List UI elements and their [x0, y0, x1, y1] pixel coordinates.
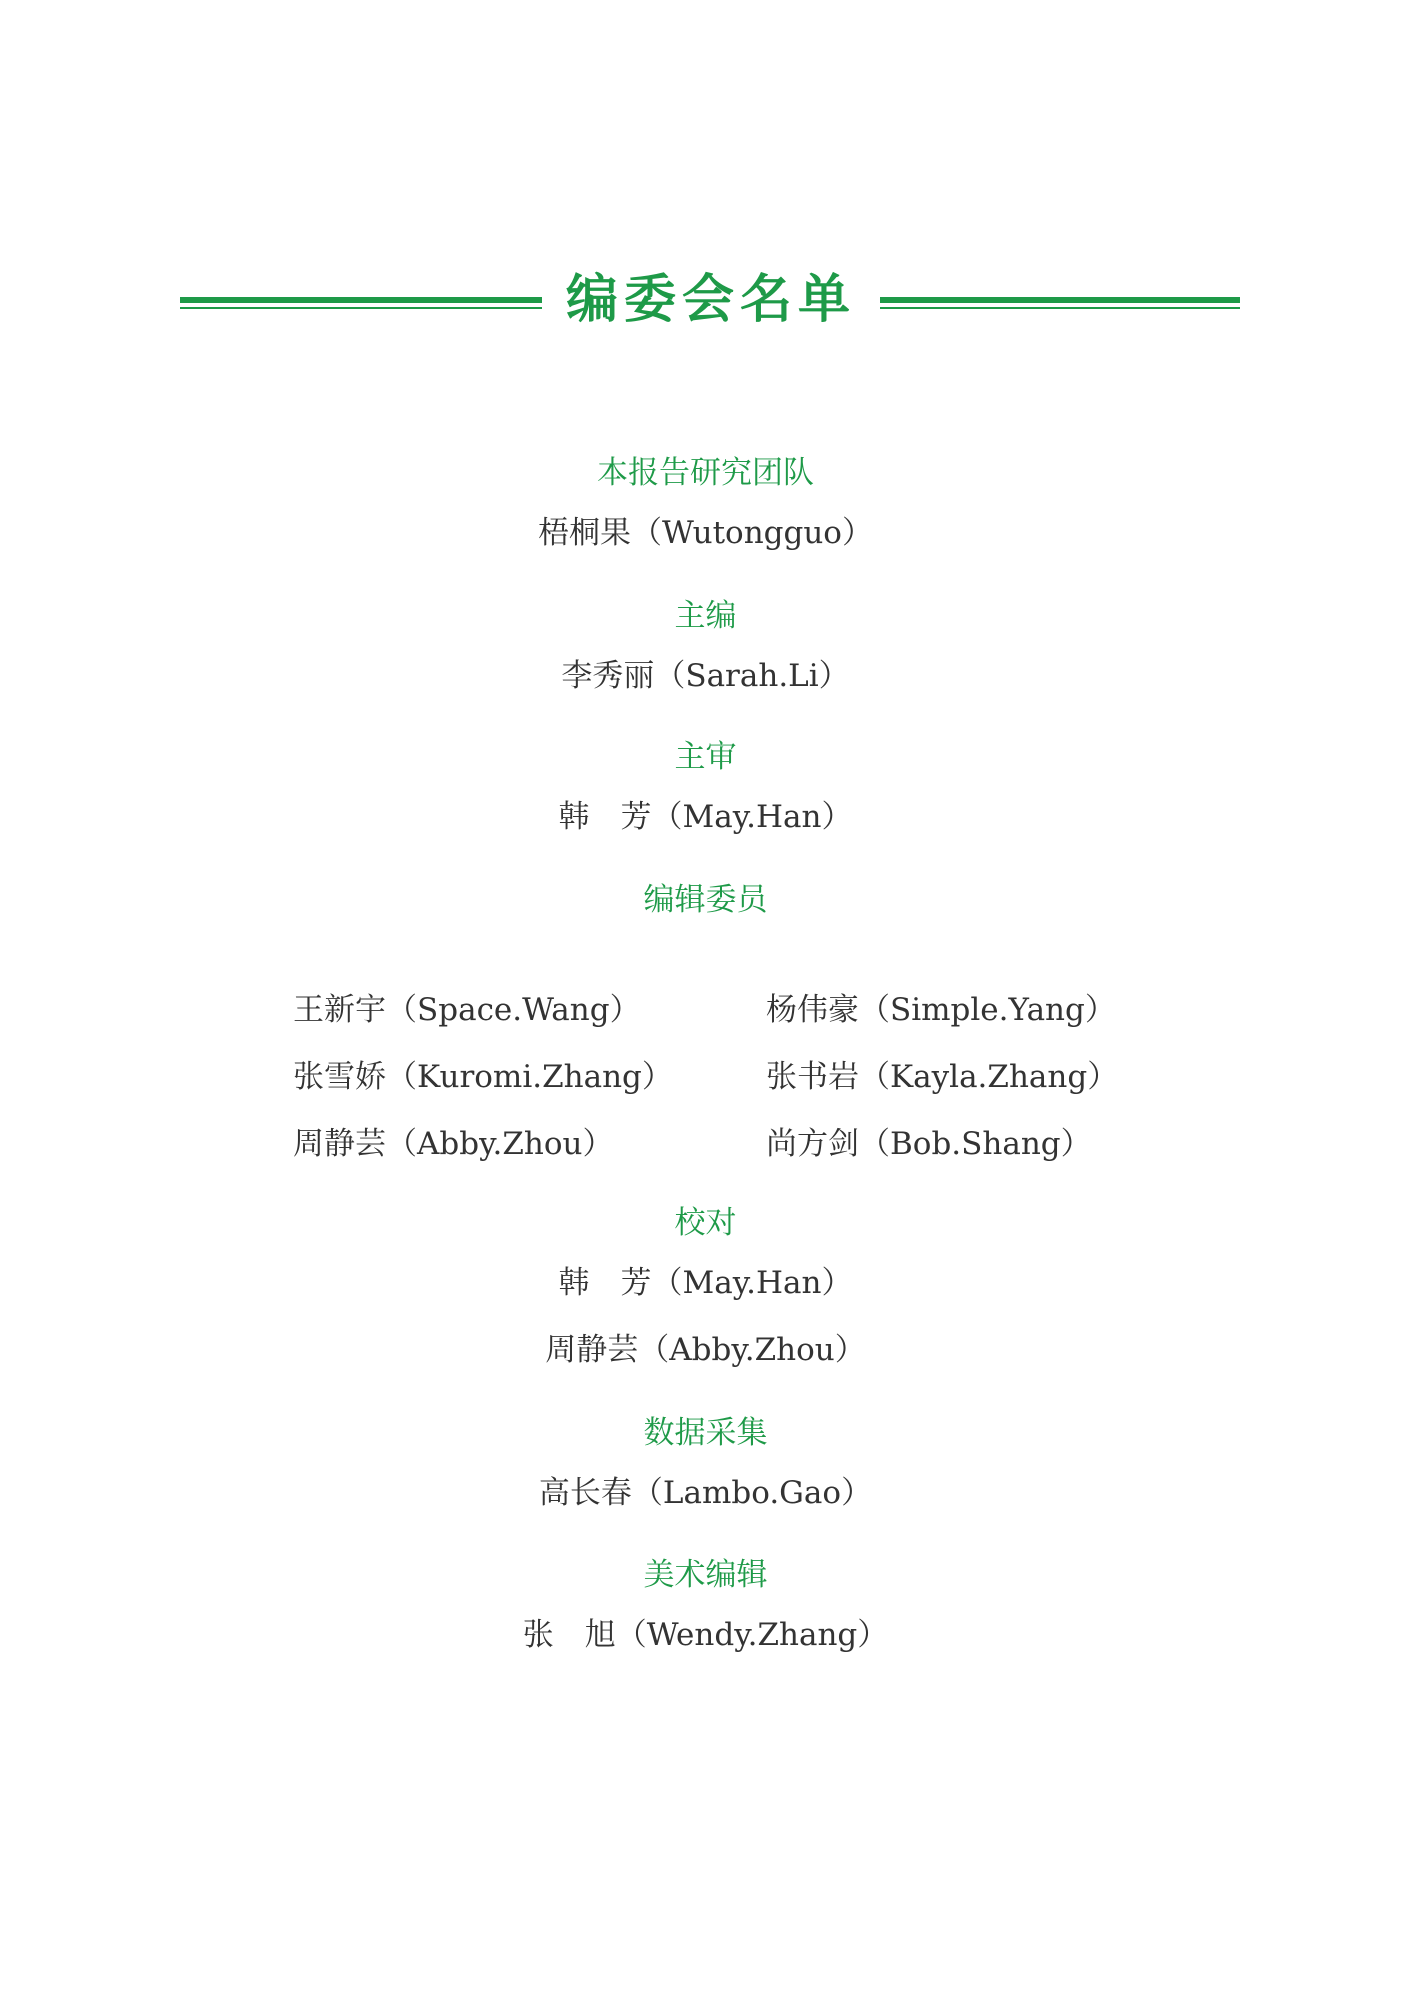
- member-team-1: 梧桐果（Wutongguo）: [538, 515, 873, 551]
- page-title: 编委会名单: [565, 270, 856, 330]
- rule-thin-line: [180, 307, 542, 309]
- section-heading-chief-editor: 主编: [674, 598, 737, 634]
- title-rule-left: [180, 297, 542, 311]
- section-heading-proofreading: 校对: [674, 1205, 737, 1241]
- rule-thin-line: [880, 307, 1240, 309]
- section-heading-art-editor: 美术编辑: [643, 1557, 768, 1593]
- section-heading-editorial-board: 编辑委员: [643, 882, 768, 918]
- title-banner: [180, 265, 1240, 335]
- member-art-editor-1: 张 旭（Wendy.Zhang）: [522, 1617, 889, 1653]
- rule-thick-line: [180, 297, 542, 303]
- member-proofreading-2: 周静芸（Abby.Zhou）: [545, 1332, 866, 1368]
- rule-thick-line: [880, 297, 1240, 303]
- member-editorial-board-4: 张书岩（Kayla.Zhang）: [766, 1059, 1119, 1095]
- member-editorial-board-5: 周静芸（Abby.Zhou）: [293, 1126, 614, 1162]
- section-heading-team: 本报告研究团队: [597, 455, 814, 491]
- member-chief-reviewer-1: 韩 芳（May.Han）: [558, 799, 853, 835]
- title-rule-right: [880, 297, 1240, 311]
- member-editorial-board-6: 尚方剑（Bob.Shang）: [766, 1126, 1092, 1162]
- member-editorial-board-2: 杨伟豪（Simple.Yang）: [766, 992, 1116, 1028]
- member-chief-editor-1: 李秀丽（Sarah.Li）: [561, 658, 850, 694]
- member-editorial-board-1: 王新宇（Space.Wang）: [293, 992, 641, 1028]
- member-editorial-board-3: 张雪娇（Kuromi.Zhang）: [293, 1059, 673, 1095]
- section-heading-data-collection: 数据采集: [643, 1415, 768, 1451]
- member-data-collection-1: 高长春（Lambo.Gao）: [538, 1475, 873, 1511]
- section-heading-chief-reviewer: 主审: [674, 739, 737, 775]
- member-proofreading-1: 韩 芳（May.Han）: [558, 1265, 853, 1301]
